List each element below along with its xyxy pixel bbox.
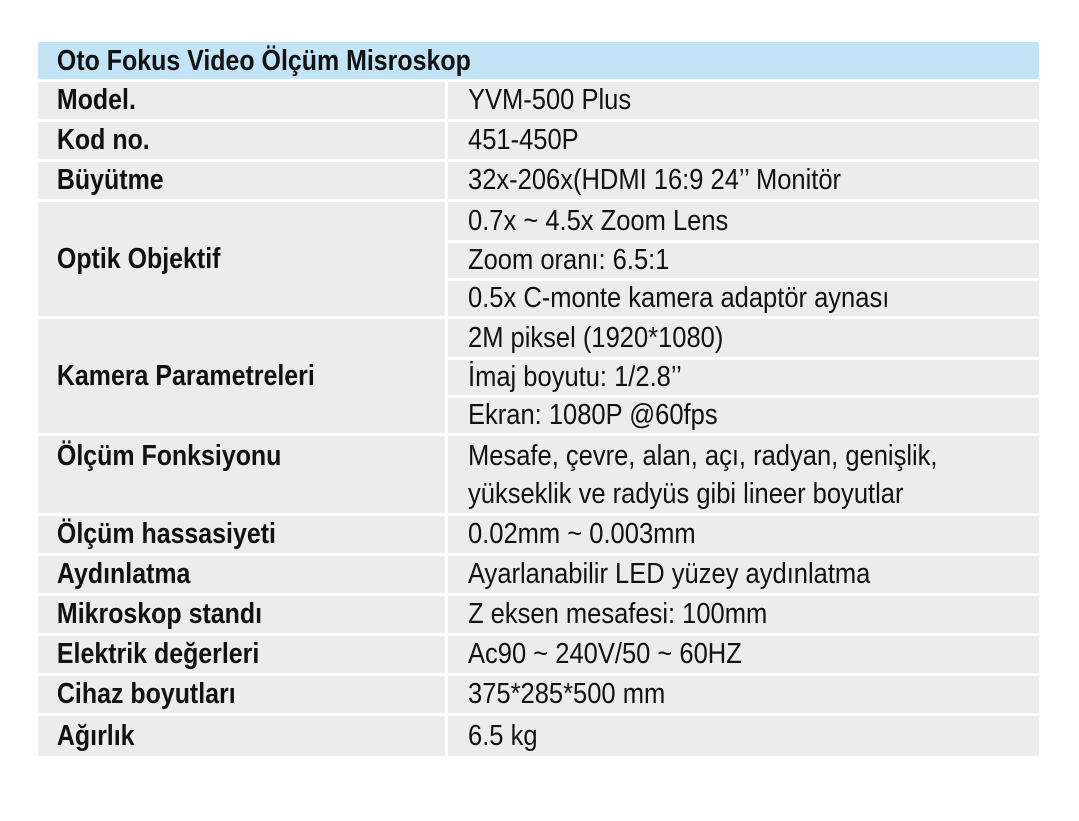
- row-value-cell: [448, 122, 1039, 159]
- row-label-cell: [38, 596, 448, 633]
- row-value: [448, 395, 1039, 433]
- row-value-cell: [448, 636, 1039, 673]
- row-value-cell: [448, 596, 1039, 633]
- row-value-text: 0.5x C-monte kamera adaptör aynası: [468, 282, 890, 314]
- row-value-text: Z eksen mesafesi: 100mm: [468, 598, 768, 630]
- row-value-text: yükseklik ve radyüs gibi lineer boyutlar: [468, 478, 904, 510]
- row-value-text: YVM-500 Plus: [468, 84, 632, 116]
- table-row-electrical: [38, 636, 1039, 676]
- table-row-magnification: [38, 162, 1039, 202]
- row-value-cell: [448, 516, 1039, 553]
- row-label: Cihaz boyutları: [56, 678, 236, 710]
- row-value-text: Ac90 ~ 240V/50 ~ 60HZ: [468, 638, 742, 670]
- row-value: [448, 122, 1039, 159]
- row-value-text: 6.5 kg: [468, 719, 538, 752]
- row-value: [448, 596, 1039, 633]
- row-label: Ağırlık: [56, 719, 135, 752]
- row-value: [448, 82, 1039, 119]
- row-label: Model.: [56, 84, 136, 116]
- row-value-cell: [448, 162, 1039, 199]
- row-label: Büyütme: [56, 164, 164, 196]
- row-value: [448, 240, 1039, 278]
- table-row-model: [38, 82, 1039, 122]
- row-label-cell: [38, 636, 448, 673]
- row-value-cell: [448, 716, 1039, 756]
- row-value: [448, 516, 1039, 553]
- row-label-cell: [38, 676, 448, 713]
- row-value: [448, 357, 1039, 395]
- row-label-cell: [38, 716, 448, 756]
- row-value-text: Mesafe, çevre, alan, açı, radyan, genişlik,: [468, 439, 938, 472]
- row-value-cell: [448, 676, 1039, 713]
- row-label-cell: [38, 162, 448, 199]
- table-title: Oto Fokus Video Ölçüm Misroskop: [56, 45, 471, 77]
- table-row-weight: [38, 716, 1039, 756]
- row-value: [448, 476, 1039, 513]
- row-label: Aydınlatma: [56, 558, 191, 590]
- row-value-text: 0.7x ~ 4.5x Zoom Lens: [468, 204, 729, 237]
- row-value-text: 451-450P: [468, 124, 579, 156]
- row-label: Optik Objektif: [56, 242, 221, 275]
- row-label: Ölçüm Fonksiyonu: [56, 440, 282, 472]
- row-label: Mikroskop standı: [56, 598, 263, 630]
- row-label: Kod no.: [56, 124, 150, 156]
- row-value: [448, 436, 1039, 476]
- table-row-stand: [38, 596, 1039, 636]
- row-value: [448, 676, 1039, 713]
- row-value: [448, 278, 1039, 316]
- row-value-text: Zoom oranı: 6.5:1: [468, 244, 670, 276]
- row-value-cell: [448, 202, 1039, 316]
- row-value-text: Ayarlanabilir LED yüzey aydınlatma: [468, 558, 871, 590]
- row-value-cell: [448, 82, 1039, 119]
- row-value: [448, 162, 1039, 199]
- row-label-cell: [38, 319, 448, 433]
- row-value: [448, 636, 1039, 673]
- table-row-camera: [38, 319, 1039, 436]
- row-label-cell: [38, 516, 448, 553]
- table-row-optics: [38, 202, 1039, 319]
- row-value: [448, 556, 1039, 593]
- table-row-lighting: [38, 556, 1039, 596]
- row-value-text: 2M piksel (1920*1080): [468, 321, 724, 354]
- row-label: Kamera Parametreleri: [56, 359, 315, 392]
- row-label: Ölçüm hassasiyeti: [56, 518, 276, 550]
- row-label-cell: [38, 122, 448, 159]
- table-row-code: [38, 122, 1039, 162]
- row-value-cell: [448, 436, 1039, 513]
- row-value-text: 375*285*500 mm: [468, 678, 666, 710]
- table-row-precision: [38, 516, 1039, 556]
- row-value-text: 0.02mm ~ 0.003mm: [468, 518, 696, 550]
- spec-table: [38, 42, 1039, 756]
- row-label-cell: [38, 556, 448, 593]
- row-label-cell: [38, 202, 448, 316]
- row-value: [448, 202, 1039, 240]
- row-value: [448, 319, 1039, 357]
- row-value-text: İmaj boyutu: 1/2.8’’: [468, 361, 682, 393]
- row-value: [448, 716, 1039, 756]
- table-row-functions: [38, 436, 1039, 516]
- row-value-cell: [448, 556, 1039, 593]
- table-row-dimensions: [38, 676, 1039, 716]
- row-value-text: Ekran: 1080P @60fps: [468, 399, 718, 431]
- row-label-cell: [38, 436, 448, 513]
- row-label: Elektrik değerleri: [56, 638, 260, 670]
- row-value-cell: [448, 319, 1039, 433]
- row-value-text: 32x-206x(HDMI 16:9 24’’ Monitör: [468, 164, 842, 196]
- table-header: [38, 42, 1039, 82]
- row-label-cell: [38, 82, 448, 119]
